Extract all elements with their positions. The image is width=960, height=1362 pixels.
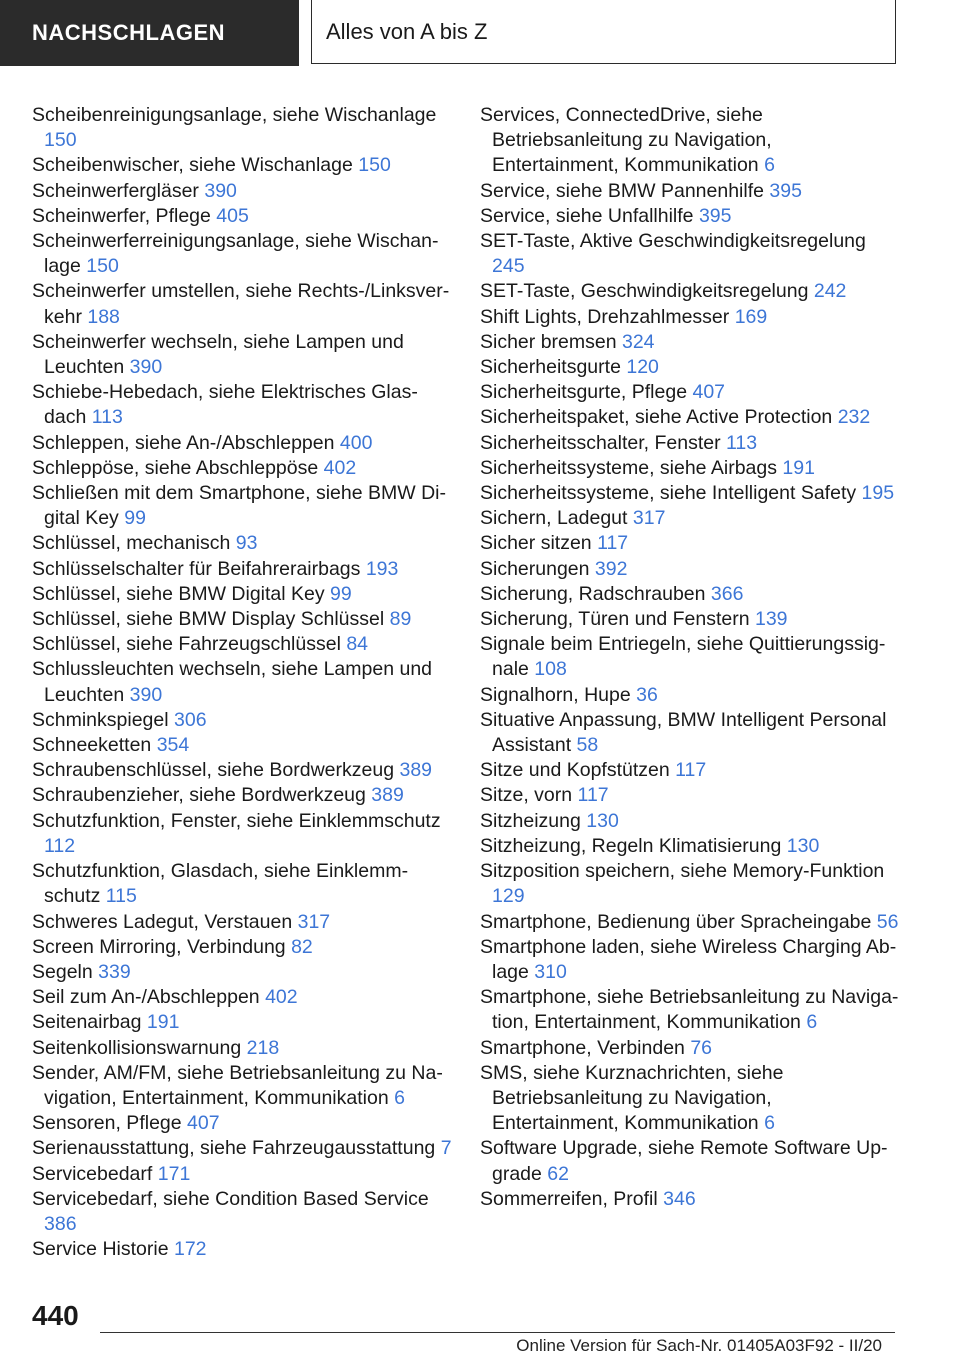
index-term: Servicebedarf, siehe Condition Based Service bbox=[32, 1187, 429, 1210]
page-reference-link[interactable]: 407 bbox=[692, 381, 726, 404]
page-reference-link[interactable]: 150 bbox=[44, 129, 77, 152]
page-reference-link[interactable]: 400 bbox=[339, 431, 373, 454]
page-reference-link[interactable]: 7 bbox=[440, 1137, 452, 1160]
section-tab: NACHSCHLAGEN bbox=[0, 0, 299, 66]
page-reference-link[interactable]: 242 bbox=[813, 280, 847, 303]
index-entry bbox=[32, 1010, 452, 1035]
page-reference-link[interactable]: 6 bbox=[806, 1011, 818, 1034]
index-term: Serienausstattung, siehe Fahrzeugausstattung bbox=[32, 1137, 436, 1160]
index-entry bbox=[480, 531, 900, 556]
index-entry bbox=[480, 481, 900, 506]
index-entry bbox=[32, 935, 452, 960]
index-term: Scheibenreinigungsanlage, siehe Wischanlage bbox=[32, 104, 437, 126]
index-term: Schließen mit dem Smartphone, siehe BMW Digital Key bbox=[32, 482, 446, 530]
index-term: Scheinwerfer, Pflege bbox=[32, 204, 211, 227]
index-term: Schlüssel, siehe Fahrzeugschlüssel bbox=[32, 633, 341, 656]
page-reference-link[interactable]: 195 bbox=[861, 482, 895, 505]
index-entry bbox=[32, 859, 452, 909]
index-term: Scheinwerfer wechseln, siehe Lampen und Leuchten bbox=[32, 330, 404, 379]
page-reference-link[interactable]: 191 bbox=[782, 456, 815, 479]
index-entry bbox=[32, 531, 452, 556]
index-term: Sitzposition speichern, siehe Memory-Funktion bbox=[480, 860, 885, 883]
index-entry bbox=[480, 708, 900, 758]
index-term: Service Historie bbox=[32, 1238, 169, 1261]
index-entry bbox=[480, 632, 900, 682]
page-reference-link[interactable]: 402 bbox=[323, 456, 357, 479]
index-term: Schiebe-Hebedach, siehe Elektrisches Glasdach bbox=[32, 381, 418, 429]
index-term: Sommerreifen, Profil bbox=[480, 1187, 658, 1210]
index-term: Sitzheizung, Regeln Klimatisierung bbox=[480, 834, 782, 857]
page-reference-link[interactable]: 169 bbox=[734, 305, 768, 328]
index-term: Schminkspiegel bbox=[32, 708, 169, 731]
index-entry bbox=[480, 859, 900, 909]
index-term: Situative Anpassung, BMW Intelligent Personal Assistant bbox=[480, 708, 887, 757]
page-reference-link[interactable]: 390 bbox=[204, 179, 237, 202]
index-entry bbox=[32, 910, 452, 935]
index-term: Scheinwerfer umstellen, siehe Rechts-/Linksverkehr bbox=[32, 280, 450, 328]
page-reference-link[interactable]: 58 bbox=[576, 734, 599, 757]
page-reference-link[interactable]: 150 bbox=[358, 154, 391, 177]
index-term: Sicherungen bbox=[480, 557, 590, 580]
page-reference-link[interactable]: 310 bbox=[534, 960, 567, 983]
page-reference-link[interactable]: 117 bbox=[675, 759, 707, 782]
index-term: Sicherheitspaket, siehe Active Protection bbox=[480, 406, 833, 429]
page-reference-link[interactable]: 76 bbox=[690, 1036, 713, 1059]
index-entry bbox=[32, 733, 452, 758]
page-reference-link[interactable]: 317 bbox=[297, 910, 331, 933]
index-entry bbox=[32, 380, 452, 430]
index-term: Schlüssel, siehe BMW Digital Key bbox=[32, 582, 325, 605]
page-reference-link[interactable]: 6 bbox=[764, 1112, 775, 1135]
index-term: Service, siehe BMW Pannenhilfe bbox=[480, 179, 764, 202]
index-term: Sichern, Ladegut bbox=[480, 507, 628, 530]
index-entry bbox=[480, 985, 900, 1035]
page-reference-link[interactable]: 82 bbox=[291, 935, 313, 958]
page-reference-link[interactable]: 218 bbox=[246, 1036, 280, 1059]
index-entry bbox=[480, 305, 900, 330]
page-reference-link[interactable]: 245 bbox=[492, 255, 525, 278]
page-reference-link[interactable]: 402 bbox=[265, 986, 298, 1009]
page-reference-link[interactable]: 108 bbox=[534, 658, 567, 681]
online-version-note: Online Version für Sach-Nr. 01405A03F92 - II/20 bbox=[516, 1336, 882, 1355]
page-reference-link[interactable]: 392 bbox=[594, 557, 628, 580]
index-term: Sicherung, Radschrauben bbox=[480, 582, 706, 605]
page-reference-link[interactable]: 115 bbox=[105, 885, 137, 908]
index-term: SET-Taste, Geschwindigkeitsregelung bbox=[480, 280, 809, 303]
index-entry bbox=[480, 809, 900, 834]
page-reference-link[interactable]: 232 bbox=[837, 406, 871, 429]
index-term: Schlüssel, siehe BMW Display Schlüssel bbox=[32, 608, 385, 631]
index-entry bbox=[32, 1061, 452, 1111]
index-entry bbox=[480, 456, 900, 481]
index-entry bbox=[480, 1136, 900, 1186]
page-reference-link[interactable]: 389 bbox=[399, 759, 433, 782]
index-term: Sitze und Kopfstützen bbox=[480, 759, 670, 782]
index-term: Segeln bbox=[32, 960, 93, 983]
index-entry bbox=[32, 783, 452, 808]
page-reference-link[interactable]: 84 bbox=[346, 633, 369, 656]
index-term: Smartphone, siehe Betriebsanleitung zu Navigation, Entertainment, Kommunikation bbox=[480, 986, 899, 1034]
index-entry bbox=[32, 103, 452, 153]
index-term: Schleppen, siehe An-/Abschleppen bbox=[32, 431, 335, 454]
page-reference-link[interactable]: 36 bbox=[636, 683, 658, 706]
index-term: Schlussleuchten wechseln, siehe Lampen und Leuchten bbox=[32, 658, 433, 706]
index-entry bbox=[480, 506, 900, 531]
index-entry bbox=[480, 1036, 900, 1061]
index-entry bbox=[32, 607, 452, 632]
page-reference-link[interactable]: 139 bbox=[754, 608, 788, 631]
index-term: Sensoren, Pflege bbox=[32, 1112, 182, 1135]
page-reference-link[interactable]: 113 bbox=[91, 406, 123, 429]
page-reference-link[interactable]: 130 bbox=[786, 834, 820, 857]
index-entry bbox=[32, 1136, 452, 1161]
index-entry bbox=[480, 204, 900, 229]
index-entry bbox=[32, 1036, 452, 1061]
index-term: Scheinwerferreinigungsanlage, siehe Wischanlage bbox=[32, 230, 439, 278]
page-reference-link[interactable]: 117 bbox=[597, 532, 629, 555]
index-term: Sicherheitssysteme, siehe Intelligent Safety bbox=[480, 482, 857, 505]
index-term: Sicherheitsschalter, Fenster bbox=[480, 431, 721, 454]
index-entry bbox=[32, 985, 452, 1010]
footer-divider bbox=[100, 1332, 895, 1333]
index-term: Smartphone, Verbinden bbox=[480, 1036, 685, 1059]
index-entry bbox=[32, 153, 452, 178]
index-term: SMS, siehe Kurznachrichten, siehe Betriebsanleitung zu Navigation, Entertainment, Kommunikation bbox=[480, 1061, 784, 1135]
index-term: Schlüssel, mechanisch bbox=[32, 532, 231, 555]
index-entry bbox=[480, 607, 900, 632]
index-entry bbox=[32, 179, 452, 204]
index-entry bbox=[32, 708, 452, 733]
page-reference-link[interactable]: 188 bbox=[87, 305, 120, 328]
index-entry bbox=[32, 481, 452, 531]
index-entry bbox=[480, 1061, 900, 1137]
page-reference-link[interactable]: 366 bbox=[710, 582, 744, 605]
page-reference-link[interactable]: 130 bbox=[586, 809, 619, 832]
index-entry bbox=[32, 330, 452, 380]
index-term: Sicherung, Türen und Fenstern bbox=[480, 608, 750, 631]
index-term: Sicherheitsgurte bbox=[480, 356, 621, 379]
page-reference-link[interactable]: 171 bbox=[157, 1162, 191, 1185]
index-entry bbox=[32, 960, 452, 985]
index-entry bbox=[480, 935, 900, 985]
index-entry bbox=[480, 758, 900, 783]
index-term: Schweres Ladegut, Verstauen bbox=[32, 910, 293, 933]
index-term: Service, siehe Unfallhilfe bbox=[480, 204, 694, 227]
index-term: Sicher sitzen bbox=[480, 532, 592, 555]
index-entry bbox=[480, 834, 900, 859]
page-reference-link[interactable]: 390 bbox=[129, 356, 163, 379]
index-entry bbox=[32, 1237, 452, 1262]
index-term: Sender, AM/FM, siehe Betriebsanleitung zu Navigation, Entertainment, Kommunikation bbox=[32, 1061, 443, 1109]
index-term: Schraubenschlüssel, siehe Bordwerkzeug bbox=[32, 759, 395, 782]
page-reference-link[interactable]: 407 bbox=[187, 1112, 220, 1135]
page-reference-link[interactable]: 405 bbox=[216, 204, 249, 227]
index-term: Smartphone, Bedienung über Spracheingabe bbox=[480, 910, 872, 933]
page-reference-link[interactable]: 386 bbox=[44, 1212, 77, 1235]
index-entry bbox=[480, 582, 900, 607]
index-term: Sicherheitssysteme, siehe Airbags bbox=[480, 456, 777, 479]
index-term: Signalhorn, Hupe bbox=[480, 683, 631, 706]
page-reference-link[interactable]: 129 bbox=[492, 885, 525, 908]
index-term: SET-Taste, Aktive Geschwindigkeitsregelung bbox=[480, 230, 866, 253]
index-entry bbox=[480, 103, 900, 179]
page-reference-link[interactable]: 390 bbox=[129, 683, 163, 706]
index-entry bbox=[32, 456, 452, 481]
index-term: Services, ConnectedDrive, siehe Betriebsanleitung zu Navigation, Entertainment, Kommunikation bbox=[480, 104, 772, 177]
page-reference-link[interactable]: 346 bbox=[663, 1187, 696, 1210]
index-term: Schraubenzieher, siehe Bordwerkzeug bbox=[32, 784, 366, 807]
index-entry bbox=[32, 582, 452, 607]
index-entry bbox=[480, 405, 900, 430]
index-term: Servicebedarf bbox=[32, 1162, 153, 1185]
index-entry bbox=[480, 910, 900, 935]
index-term: Sicher bremsen bbox=[480, 330, 617, 353]
page-reference-link[interactable]: 395 bbox=[698, 204, 732, 227]
page-reference-link[interactable]: 99 bbox=[330, 582, 352, 605]
index-entry bbox=[32, 758, 452, 783]
page-reference-link[interactable]: 99 bbox=[124, 507, 146, 530]
page-reference-link[interactable]: 150 bbox=[86, 255, 119, 278]
index-entry bbox=[480, 380, 900, 405]
index-entry bbox=[480, 431, 900, 456]
chapter-title: Alles von A bis Z bbox=[311, 0, 896, 64]
page-reference-link[interactable]: 117 bbox=[577, 784, 609, 807]
page-reference-link[interactable]: 6 bbox=[764, 154, 775, 177]
index-column-left bbox=[32, 103, 452, 1262]
index-entry bbox=[480, 683, 900, 708]
index-entry bbox=[32, 809, 452, 859]
index-entry bbox=[480, 783, 900, 808]
index-term: Screen Mirroring, Verbindung bbox=[32, 935, 286, 958]
index-entry bbox=[32, 1162, 452, 1187]
index-term: Sicherheitsgurte, Pflege bbox=[480, 381, 688, 404]
index-entry bbox=[32, 1187, 452, 1237]
page-reference-link[interactable]: 389 bbox=[371, 784, 404, 807]
page-reference-link[interactable]: 89 bbox=[389, 608, 412, 631]
index-term: Software Upgrade, siehe Remote Software Upgrade bbox=[480, 1137, 888, 1185]
index-entry bbox=[32, 431, 452, 456]
index-entry bbox=[32, 557, 452, 582]
page-reference-link[interactable]: 339 bbox=[98, 960, 131, 983]
index-entry bbox=[32, 657, 452, 707]
index-entry bbox=[480, 279, 900, 304]
page-reference-link[interactable]: 56 bbox=[876, 910, 899, 933]
index-term: Seitenairbag bbox=[32, 1011, 142, 1034]
index-entry bbox=[32, 229, 452, 279]
index-entry bbox=[480, 1187, 900, 1212]
index-entry bbox=[480, 355, 900, 380]
index-term: Scheibenwischer, siehe Wischanlage bbox=[32, 154, 353, 177]
index-entry bbox=[480, 229, 900, 279]
page-number: 440 bbox=[32, 1300, 79, 1331]
index-term: Schutzfunktion, Glasdach, siehe Einklemmschutz bbox=[32, 860, 409, 908]
index-entry bbox=[32, 1111, 452, 1136]
page-reference-link[interactable]: 317 bbox=[632, 507, 666, 530]
index-term: Schutzfunktion, Fenster, siehe Einklemmschutz bbox=[32, 809, 441, 832]
page-reference-link[interactable]: 172 bbox=[173, 1238, 207, 1261]
page-reference-link[interactable]: 62 bbox=[547, 1162, 569, 1185]
index-column-right bbox=[480, 103, 900, 1212]
page-reference-link[interactable]: 354 bbox=[156, 734, 190, 757]
page-reference-link[interactable]: 324 bbox=[621, 330, 655, 353]
index-term: Schleppöse, siehe Abschleppöse bbox=[32, 456, 319, 479]
index-term: Signale beim Entriegeln, siehe Quittierungssignale bbox=[480, 633, 886, 681]
index-term: Schlüsselschalter für Beifahrerairbags bbox=[32, 557, 361, 580]
index-term: Seil zum An-/Abschleppen bbox=[32, 986, 260, 1009]
page-reference-link[interactable]: 306 bbox=[174, 708, 207, 731]
index-entry bbox=[480, 179, 900, 204]
index-entry bbox=[32, 279, 452, 329]
index-entry bbox=[480, 557, 900, 582]
index-entry bbox=[32, 204, 452, 229]
page-reference-link[interactable]: 93 bbox=[235, 532, 258, 555]
page-reference-link[interactable]: 6 bbox=[394, 1086, 405, 1109]
index-term: Shift Lights, Drehzahlmesser bbox=[480, 305, 730, 328]
index-term: Sitzheizung bbox=[480, 809, 581, 832]
page-reference-link[interactable]: 120 bbox=[626, 356, 659, 379]
index-term: Schneeketten bbox=[32, 734, 152, 757]
page-reference-link[interactable]: 112 bbox=[44, 834, 76, 857]
index-term: Scheinwerfergläser bbox=[32, 179, 199, 202]
page-reference-link[interactable]: 395 bbox=[769, 179, 802, 202]
index-term: Sitze, vorn bbox=[480, 784, 573, 807]
index-entry bbox=[32, 632, 452, 657]
page-reference-link[interactable]: 113 bbox=[726, 431, 758, 454]
page-reference-link[interactable]: 191 bbox=[146, 1011, 180, 1034]
index-term: Seitenkollisionswarnung bbox=[32, 1036, 242, 1059]
page-reference-link[interactable]: 193 bbox=[365, 557, 399, 580]
index-entry bbox=[480, 330, 900, 355]
index-term: Smartphone laden, siehe Wireless Charging Ablage bbox=[480, 935, 897, 983]
page-header bbox=[0, 0, 960, 66]
